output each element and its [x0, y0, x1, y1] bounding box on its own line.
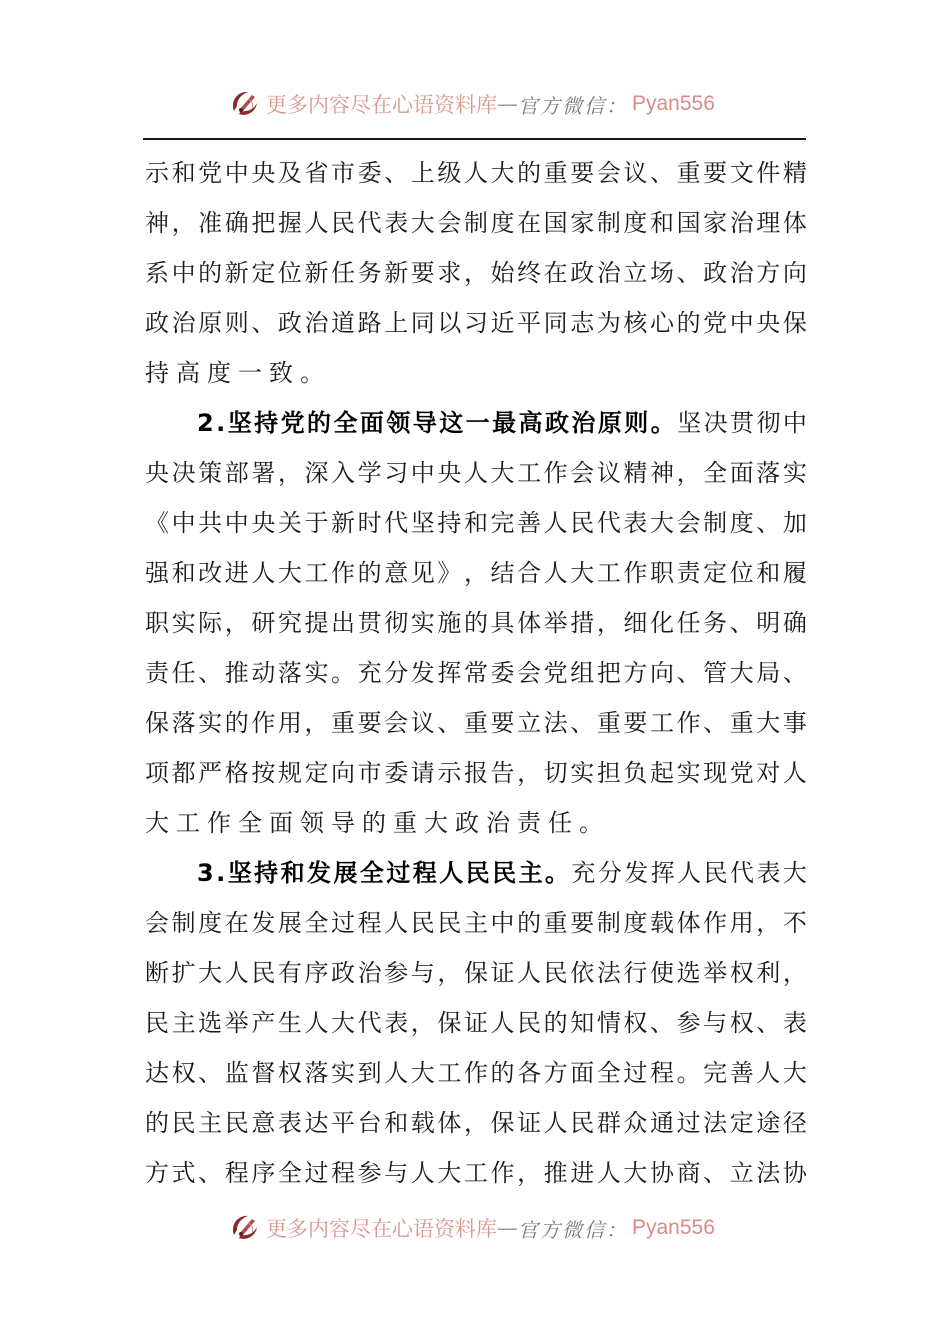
- watermark-wechat-id: Pyan556: [632, 1216, 715, 1239]
- paragraph-line: 示 和 党 中 央 及 省 市 委 、 上 级 人 大 的 重 要 会 议 、 重 要 文 件 精: [145, 159, 807, 187]
- paragraph-line: 会 制 度 在 发 展 全 过 程 人 民 民 主 中 的 重 要 制 度 载 体 作 用 ， 不: [145, 909, 807, 937]
- paragraph-line: 《 中 共 中 央 关 于 新 时 代 坚 持 和 完 善 人 民 代 表 大 会 制 度 、 加: [145, 509, 807, 537]
- paragraph-text: 持高度一致。: [145, 359, 331, 387]
- paragraph-line: 达 权 、 监 督 权 落 实 到 人 大 工 作 的 各 方 面 全 过 程 。 完 善 人 大: [145, 1059, 807, 1087]
- paragraph-line: 系 中 的 新 定 位 新 任 务 新 要 求 ， 始 终 在 政 治 立 场 、 政 治 方 向: [145, 259, 807, 287]
- paragraph-line: 断 扩 大 人 民 有 序 政 治 参 与 ， 保 证 人 民 依 法 行 使 选 举 权 利 ，: [145, 959, 807, 987]
- paragraph-line: 的 民 主 民 意 表 达 平 台 和 载 体 ， 保 证 人 民 群 众 通 过 法 定 途 径: [145, 1109, 807, 1137]
- header-watermark: [228, 86, 715, 122]
- watermark-dash: —: [497, 1216, 518, 1240]
- document-body: [145, 148, 807, 1198]
- watermark-wechat-id: Pyan556: [632, 92, 715, 115]
- watermark-wechat-label: 官方微信：: [518, 93, 628, 118]
- watermark-wechat-label: 官方微信：: [518, 1217, 628, 1242]
- footer-watermark: [228, 1210, 715, 1246]
- paragraph-line: [145, 798, 807, 848]
- paragraph-line: 责 任 、 推 动 落 实 。 充 分 发 挥 常 委 会 党 组 把 方 向 、 管 大 局 、: [145, 659, 807, 687]
- paragraph-line: 央 决 策 部 署 ， 深 入 学 习 中 央 人 大 工 作 会 议 精 神 ， 全 面 落 实: [145, 459, 807, 487]
- header-divider: [143, 138, 806, 140]
- paragraph-line: 职 实 际 ， 研 究 提 出 贯 彻 实 施 的 具 体 举 措 ， 细 化 任 务 、 明 确: [145, 609, 807, 637]
- paragraph-line: 民 主 选 举 产 生 人 大 代 表 ， 保 证 人 民 的 知 情 权 、 参 与 权 、 表: [145, 1009, 807, 1037]
- quill-pen-logo-icon: [228, 1211, 262, 1245]
- watermark-text: 更多内容尽在心语资料库: [266, 1217, 497, 1241]
- watermark-text: 更多内容尽在心语资料库: [266, 93, 497, 117]
- paragraph-line: 政 治 原 则 、 政 治 道 路 上 同 以 习 近 平 同 志 为 核 心 的 党 中 央 保: [145, 309, 807, 337]
- section-heading-line: 2 . 坚 持 党 的 全 面 领 导 这 一 最 高 政 治 原 则 。 坚 决 贯 彻 中: [197, 409, 807, 437]
- watermark-dash: —: [497, 92, 518, 116]
- paragraph-text: 大工作全面领导的重大政治责任。: [145, 809, 610, 837]
- paragraph-line: [145, 348, 807, 398]
- paragraph-line: 保 落 实 的 作 用 ， 重 要 会 议 、 重 要 立 法 、 重 要 工 作 、 重 大 事: [145, 709, 807, 737]
- paragraph-line: 项 都 严 格 按 规 定 向 市 委 请 示 报 告 ， 切 实 担 负 起 实 现 党 对 人: [145, 759, 807, 787]
- paragraph-line: 强 和 改 进 人 大 工 作 的 意 见 》 ， 结 合 人 大 工 作 职 责 定 位 和 履: [145, 559, 807, 587]
- section-heading-line: 3 . 坚 持 和 发 展 全 过 程 人 民 民 主 。 充 分 发 挥 人 民 代 表 大: [197, 859, 807, 887]
- quill-pen-logo-icon: [228, 87, 262, 121]
- paragraph-line: 神 ， 准 确 把 握 人 民 代 表 大 会 制 度 在 国 家 制 度 和 国 家 治 理 体: [145, 209, 807, 237]
- paragraph-line: 方 式 、 程 序 全 过 程 参 与 人 大 工 作 ， 推 进 人 大 协 商 、 立 法 协: [145, 1159, 807, 1187]
